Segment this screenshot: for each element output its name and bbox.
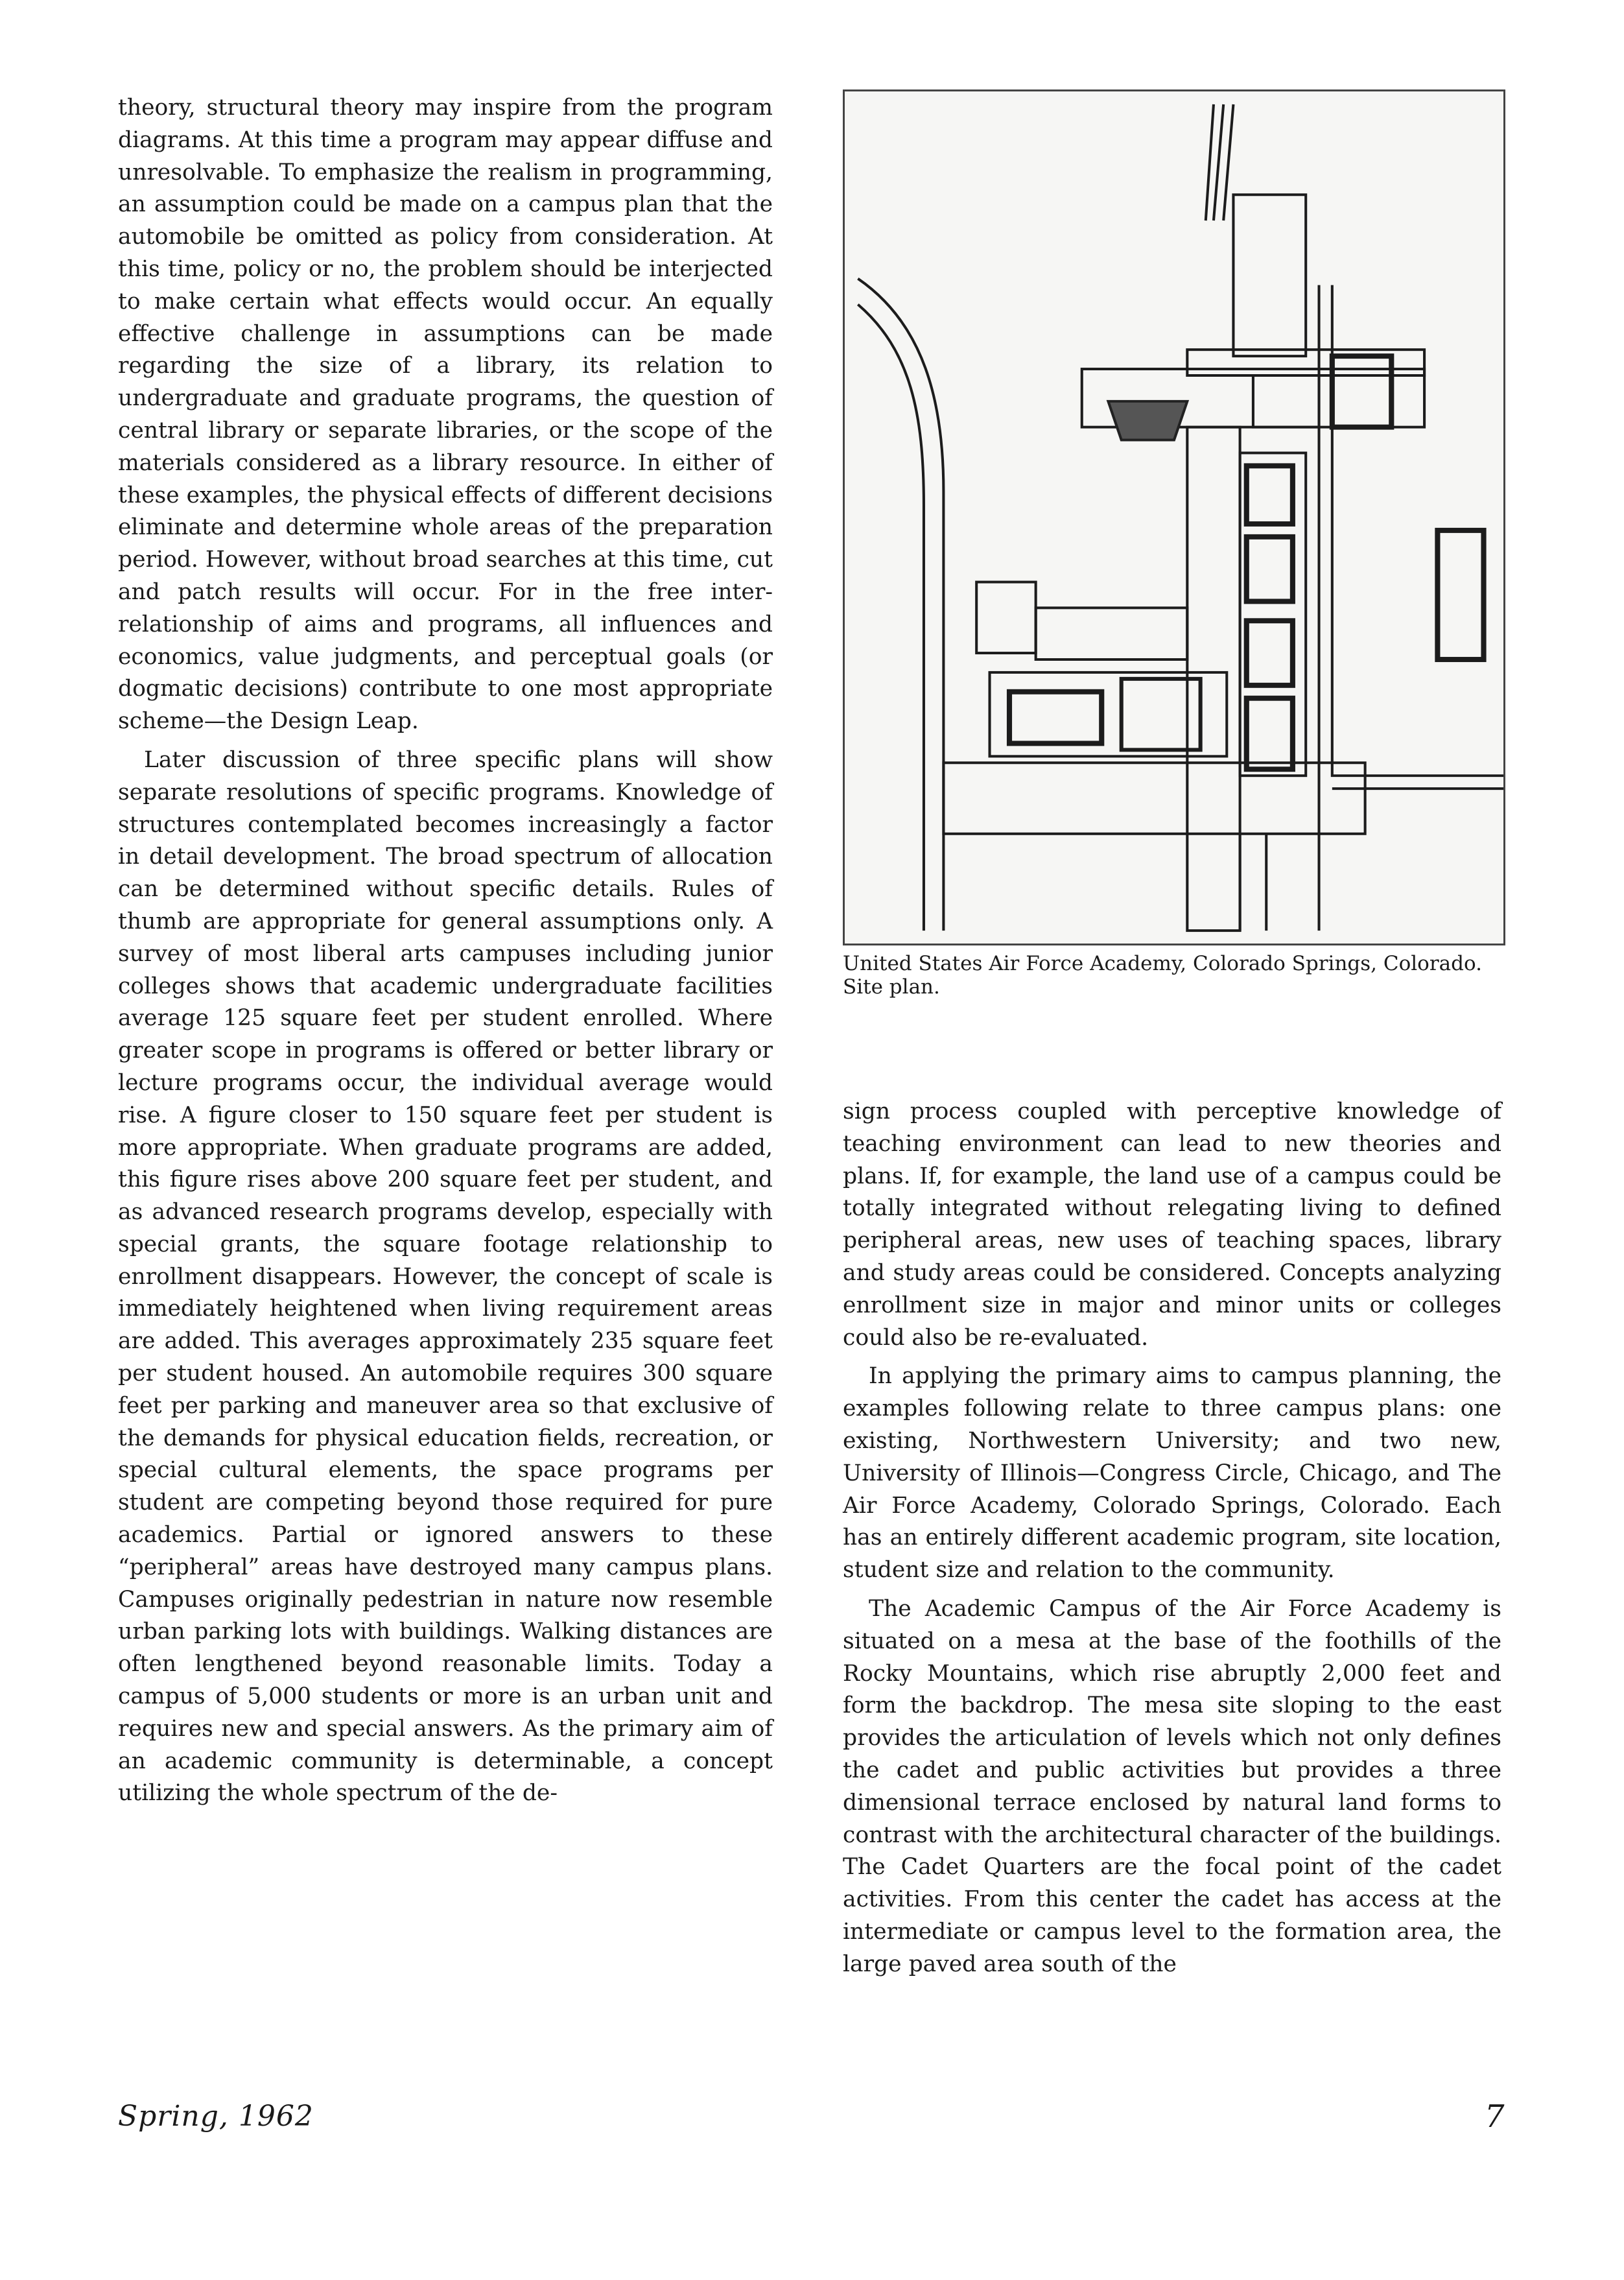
page-number: 7: [1485, 2098, 1505, 2135]
left-text-column: [118, 92, 773, 1810]
figure-caption: United States Air Force Academy, Colorado Springs, Colorado. Site plan.: [843, 952, 1482, 999]
site-plan-drawing: [845, 91, 1503, 944]
paragraph: The Academic Campus of the Air Force Academy is situated on a mesa at the base of the foothills of the Rocky Mountains, which rise abruptly 2,000 feet and form the backdrop. The mesa site sloping to the east provides the articulation of levels which not only defines the cadet and public activities but provides a three dimensional terrace enclosed by natural land forms to contrast with the architectural character of the buildings. The Cadet Quarters are the focal point of the cadet activities. From this center the cadet has access at the intermediate or campus level to the formation area, the large paved area south of the: [843, 1595, 1501, 1977]
paragraph: Later discussion of three specific plans will show separate resolutions of specific programs. Knowledge of structures contemplated becomes increasingly a factor in detail development. The broad spectrum of allocation can be determined without specific details. Rules of thumb are appropriate for general assumptions only. A survey of most liberal arts campuses including junior colleges shows that academic undergraduate facilities average 125 square feet per student enrolled. Where greater scope in programs is offered or better library or lecture programs occur, the individual average would rise. A figure closer to 150 square feet per student is more appropriate. When graduate programs are added, this figure rises above 200 square feet per student, and as advanced research programs develop, especially with special grants, the square footage relationship to enrollment disappears. However, the concept of scale is immediately heightened when living requirement areas are added. This averages approximately 235 square feet per student housed. An automobile requires 300 square feet per parking and maneuver area so that exclusive of the demands for physical education fields, recreation, or special cultural elements, the space programs per student are competing beyond those required for pure academics. Partial or ignored answers to these “peripheral” areas have destroyed many campus plans. Campuses originally pedestrian in nature now resemble urban parking lots with buildings. Walking distances are often lengthened beyond reasonable limits. Today a campus of 5,000 students or more is an urban unit and requires new and special answers. As the primary aim of an academic community is determinable, a concept utilizing the whole spectrum of the de-: [118, 746, 773, 1807]
paragraph: theory, structural theory may inspire from the program diagrams. At this time a program may appear diffuse and unresolvable. To emphasize the realism in programming, an assumption could be made on a campus plan that the automobile be omitted as policy from consideration. At this time, policy or no, the problem should be interjected to make certain what effects would occur. An equally effective challenge in assumptions can be made regarding the size of a library, its relation to undergraduate and graduate programs, the question of central library or separate libraries, or the scope of the materials considered as a library resource. In either of these examples, the physical effects of different decisions eliminate and determine whole areas of the preparation period. However, without broad searches at this time, cut and patch results will occur. For in the free inter-relationship of aims and programs, all influences and economics, value judgments, and perceptual goals (or dogmatic decisions) contribute to one most appropriate scheme—the Design Leap.: [118, 95, 773, 735]
site-plan-figure: [843, 89, 1505, 945]
right-text-column: [843, 1096, 1501, 1981]
issue-date: Spring, 1962: [118, 2100, 314, 2133]
paragraph: In applying the primary aims to campus planning, the examples following relate to three campus plans: one existing, Northwestern University; and two new, University of Illinois—Congress Circle, Chicago, and The Air Force Academy, Colorado Springs, Colorado. Each has an entirely different academic program, site location, student size and relation to the community.: [843, 1363, 1501, 1584]
paragraph: sign process coupled with perceptive knowledge of teaching environment can lead to new theories and plans. If, for example, the land use of a campus could be totally integrated without relegating living to defined peripheral areas, new uses of teaching spaces, library and study areas could be considered. Concepts analyzing enrollment size in major and minor units or colleges could also be re-evaluated.: [843, 1098, 1501, 1351]
